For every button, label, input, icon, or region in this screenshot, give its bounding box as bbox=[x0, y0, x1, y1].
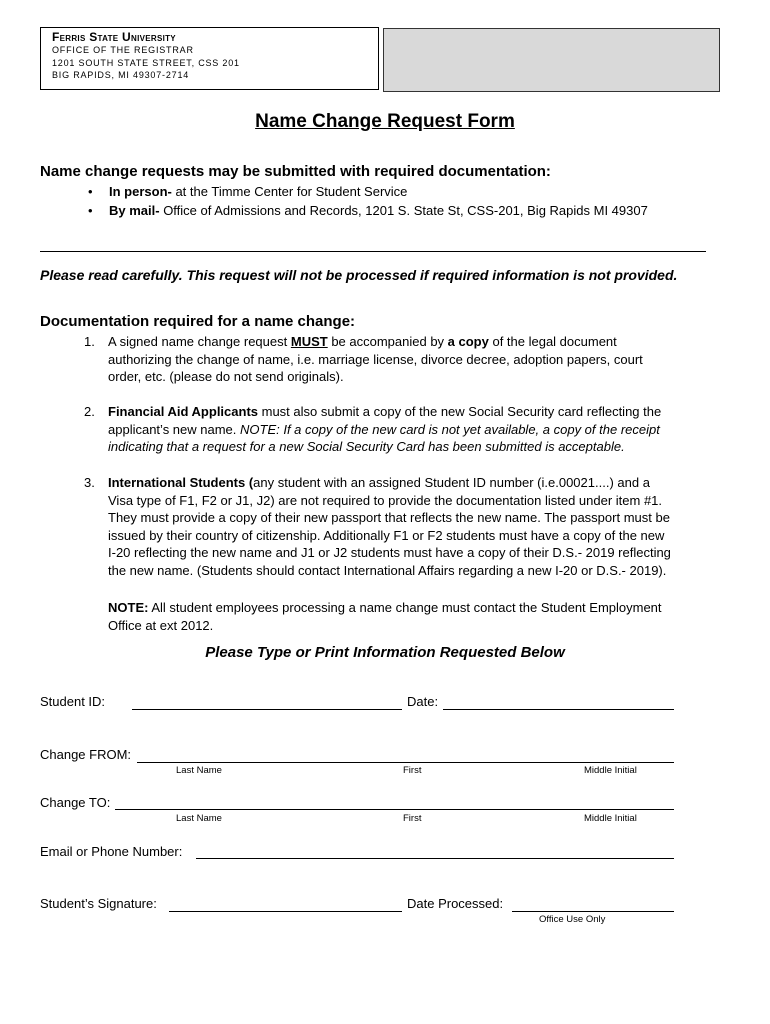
email-phone-field[interactable] bbox=[196, 858, 674, 859]
grey-placeholder-box bbox=[383, 28, 720, 92]
office-street: 1201 SOUTH STATE STREET, CSS 201 bbox=[52, 58, 240, 68]
bullet-dot: • bbox=[88, 184, 93, 199]
date-processed-label: Date Processed: bbox=[407, 896, 504, 911]
item2-number: 2. bbox=[84, 404, 95, 419]
divider-line bbox=[40, 251, 706, 252]
item3-text: International Students (any student with an assigned Student ID number (i.e.00021....) and a Visa type of F1, F2 or J1, J2) are not required to provide the documentation listed under item #1. They must provide a copy of their new passport that reflects the new name. The passport must be issued by their country of citizenship. Additionally F1 or F2 students must have a copy of the new I-20 reflecting the new name and J1 or J2 students must have a copy of their D.S.- 2019 reflecting the new name. (Students should contact International Affairs regarding a new I-20 or D.S.- 2019). bbox=[108, 475, 671, 578]
item2-text: Financial Aid Applicants must also submit a copy of the new Social Security card reflecting the applicant’s new name. NOTE: If a copy of the new card is not yet available, a copy of the receipt indicating that a request for a new Social Security Card has been submitted is acceptable. bbox=[108, 404, 662, 454]
signature-field[interactable] bbox=[169, 911, 402, 912]
item1-number: 1. bbox=[84, 334, 95, 349]
employee-note: NOTE: All student employees processing a name change must contact the Student Employment Office at ext 2012. bbox=[108, 600, 662, 633]
change-from-label: Change FROM: bbox=[40, 747, 132, 762]
date-label: Date: bbox=[407, 694, 439, 709]
office-use-caption: Office Use Only bbox=[539, 914, 606, 925]
student-id-label: Student ID: bbox=[40, 694, 106, 709]
form-title: Name Change Request Form bbox=[255, 111, 515, 132]
documentation-heading: Documentation required for a name change: bbox=[40, 313, 356, 330]
office-name: OFFICE OF THE REGISTRAR bbox=[52, 45, 194, 55]
to-last-name-caption: Last Name bbox=[176, 813, 222, 824]
from-last-name-caption: Last Name bbox=[176, 765, 222, 776]
office-city: BIG RAPIDS, MI 49307-2714 bbox=[52, 70, 190, 80]
university-name: Ferris State University bbox=[52, 30, 176, 44]
to-middle-initial-caption: Middle Initial bbox=[584, 813, 637, 824]
bullet-dot: • bbox=[88, 203, 93, 218]
change-from-field[interactable] bbox=[137, 762, 674, 763]
date-field[interactable] bbox=[443, 709, 674, 710]
from-first-caption: First bbox=[403, 765, 422, 776]
item1-text: A signed name change request MUST be accompanied by a copy of the legal document authorizing the change of name, i.e. marriage license, divorce decree, adoption papers, court order, etc. (please do not send originals). bbox=[108, 334, 643, 384]
submission-heading: Name change requests may be submitted with required documentation: bbox=[40, 163, 551, 180]
from-middle-initial-caption: Middle Initial bbox=[584, 765, 637, 776]
mail-text: Office of Admissions and Records, 1201 S. State St, CSS-201, Big Rapids MI 49307 bbox=[159, 203, 648, 218]
in-person-label: In person- bbox=[109, 184, 172, 199]
mail-label: By mail- bbox=[109, 203, 160, 218]
in-person-text: at the Timme Center for Student Service bbox=[171, 184, 408, 199]
change-to-label: Change TO: bbox=[40, 795, 111, 810]
to-first-caption: First bbox=[403, 813, 422, 824]
must-emphasis: MUST bbox=[290, 334, 328, 349]
warning-text: Please read carefully. This request will not be processed if required information is not provided. bbox=[40, 267, 678, 283]
student-id-field[interactable] bbox=[132, 709, 402, 710]
item3-number: 3. bbox=[84, 475, 95, 490]
signature-label: Student’s Signature: bbox=[40, 896, 157, 911]
copy-emphasis: a copy bbox=[447, 334, 489, 349]
change-to-field[interactable] bbox=[115, 809, 674, 810]
email-phone-label: Email or Phone Number: bbox=[40, 844, 183, 859]
date-processed-field[interactable] bbox=[512, 911, 674, 912]
form-section-heading: Please Type or Print Information Requested Below bbox=[205, 644, 565, 661]
